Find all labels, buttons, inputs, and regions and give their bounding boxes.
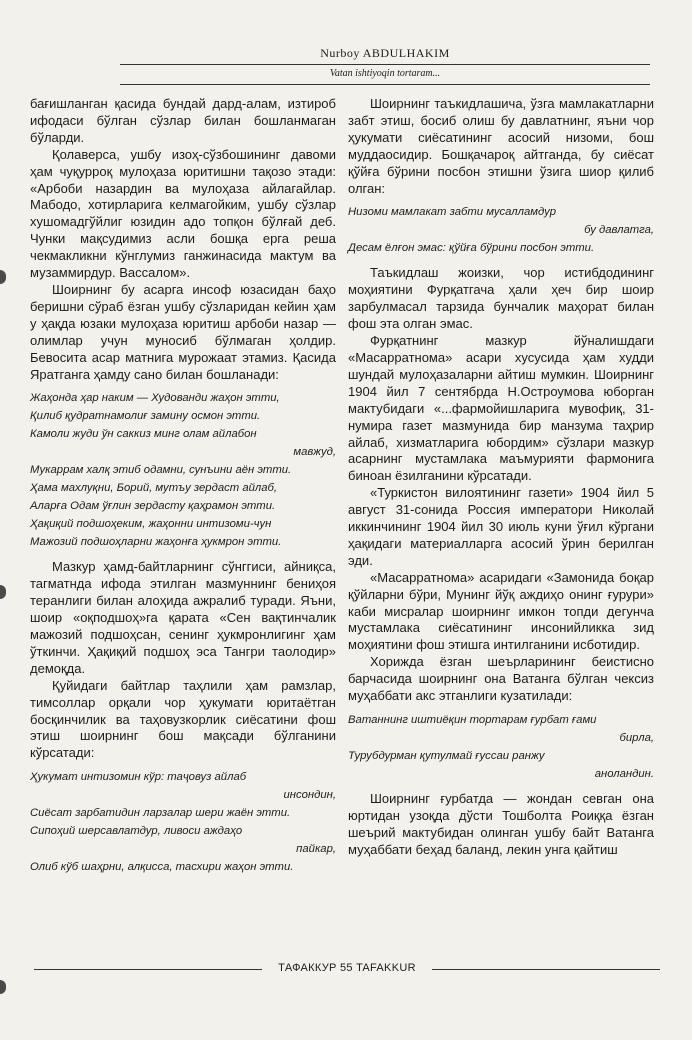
paragraph: Шоирнинг ғурбатда — жондан севган она юртидан узоқда дўсти Тошболта Роиққа ёзган шеърий мактубидан олинган ушбу байт Ватанга муҳаббати беҳад баланд, лекин унга қайтиш [348, 791, 654, 857]
verse-line: Ҳукумат интизомин кўр: таҷовуз айлаб [30, 771, 247, 784]
verse-line: Қилиб қудратнамолиғ замину осмон этти. [30, 410, 261, 423]
paragraph: Мазкур ҳамд-байтларнинг сўнггиси, айниқса, тагматнда ифода этилган мазмуннинг бениҳоя теранлиги билан алоҳида ажралиб туради. Яъни, шоир «оқподшоҳ»га қарата «Сен вақтинчалик мажозий подшоҳсан, сенинг ҳукмронлигинг ҳам ўткинчи. Ҳақиқий подшоҳ эса Тангри таолодир» демоқда. [30, 559, 336, 676]
paragraph: «Туркистон вилоятининг газети» 1904 йил 5 август 31-сонида Россия императори Николай иккинчининг 1904 йил 30 июль куни ўғил кўргани ҳақидаги материалларга асосий ўрин берилган эди. [348, 485, 654, 568]
paragraph: Қолаверса, ушбу изоҳ-сўзбошининг давоми ҳам чуқурроқ мулоҳаза юритишни тақозо этади: «Арбоби назардин ва мулоҳаза айлагайлар. Мабодо, хотирларига келмагойким, ушбу сўзлар хушомадгўйлиг юзидин адо топқон бўлғай деб. Чунки мақсудимиз асли бошқа ерга реша чекмакликни кўнглумиз ганжинасида мактум ва музаммирдур. Вассалом». [30, 146, 336, 281]
paragraph: Шоирнинг бу асарга инсоф юзасидан баҳо беришни сўраб ёзган ушбу сўзларидан кейин ҳам у ҳақда юзаки мулоҳаза юритиш арбоби назар — олимлар учун муносиб бўлмаган ҳолдир. Бевосита асар матнига мурожаат этамиз. Қасида Яратганга ҳамду сано билан бошланади: [30, 281, 336, 382]
paragraph: «Масарратнома» асаридаги «Замонида боқар қўйларни бўри, Мунинг йўқ аждиҳо онинг ғурури» каби мисралар шоирнинг имкон топди дегунча мустамлака сиёсатининг инсонийликка зид моҳиятини фош этишга интилганини исботидир. [348, 569, 654, 653]
verse-line-continuation: аноландин. [594, 768, 654, 780]
verse-line: Турубдурман қутулмай ғуссаи ранжу [348, 750, 545, 762]
page-footer: ТАФАККУР 55 TAFAKKUR [278, 962, 416, 974]
right-column [348, 96, 654, 859]
verse-line: Мукаррам халқ этиб одамни, сунъини аён этти. [30, 464, 292, 477]
punch-hole-mark [0, 585, 6, 599]
verse-line: Олиб кўб шаҳрни, алқисса, тасхири жаҳон этти. [30, 861, 294, 874]
verse-line: Ҳама махлуқни, Борий, мутъу зердаст айлаб, [30, 482, 278, 495]
punch-hole-mark [0, 980, 6, 994]
verse-block [30, 768, 336, 876]
verse-line: Ҳақиқий подшоҳеким, жаҳонни интизоми-чун [30, 518, 272, 531]
left-column [30, 96, 336, 884]
paragraph: Шоирнинг таъкидлашича, ўзга мамлакатларни забт этиш, босиб олиш бу давлатнинг, яъни чор ҳукумати сиёсатининг асосий низоми, бош муддаосидир. Бошқачароқ айтганда, бу сиёсат қўйға бўрини посбон этишни ўзига шиор қилиб олган: [348, 96, 654, 196]
verse-line-continuation: пайкар, [296, 843, 336, 856]
footer-divider-right [432, 969, 660, 970]
header-divider-lower [120, 84, 650, 85]
header-divider [120, 64, 650, 65]
punch-hole-mark [0, 270, 6, 284]
verse-line: Мажозий подшоҳларни жаҳонға ҳукмрон этти. [30, 536, 282, 549]
verse-line-continuation: бу давлатга, [584, 224, 654, 237]
verse-line-continuation: инсондин, [283, 789, 336, 802]
paragraph: бағишланган қасида бундай дард-алам, изтироб ифодаси бўлган сўзлар билан бошланмаган бўларди. [30, 96, 336, 145]
running-head-subtitle: Vatan ishtiyoqin tortaram... [329, 68, 441, 79]
verse-line-continuation: мавжуд, [293, 446, 336, 459]
verse-line: Аларға Одам ўғлин зердасту қаҳрамон этти. [30, 500, 276, 513]
paragraph: Фурқатнинг мазкур йўналишдаги «Масарратнома» асари хусусида ҳам худди шундай мулоҳазаларни айтиш мумкин. Шоирнинг 1904 йил 7 сентябрда Н.Остроумова юборган мактубидаги «...фармойишларига мувофиқ, 31-нумира газет мазмунида бир манзума таҳрир айлаб, хизматларига юбордим» сўзлари мазкур асарнинг мустамлака маъмурияти фармонига биноан ёзилганини кўрсатади. [348, 333, 654, 484]
verse-block [30, 389, 336, 551]
running-head-author: Nurboy ABDULHAKIM [320, 46, 450, 60]
footer-divider-left [34, 969, 262, 970]
verse-line: Жаҳонда ҳар наким — Худованди жаҳон этти, [30, 392, 280, 405]
paragraph: Хорижда ёзган шеърларининг беистисно барчасида шоирнинг она Ватанга бўлган чексиз муҳаббати акс этганлиги кузатилади: [348, 654, 654, 704]
paragraph: Таъкидлаш жоизки, чор истибдодининг моҳиятини Фурқатгача ҳали ҳеч бир шоир зарбулмасал тарзида бунчалик маҳорат билан фош эта олган эмас. [348, 265, 654, 332]
paragraph: Қуйидаги байтлар таҳлили ҳам рамзлар, тимсоллар орқали чор ҳукумати юритаётган босқинчилик ва таҳовузкорлик сиёсатини фош этиш шоирнинг бош мақсади бўлганини кўрсатади: [30, 677, 336, 761]
verse-line: Низоми мамлакат забти мусалламдур [348, 206, 557, 219]
verse-line: Сипоҳий шерсавлатдур, ливоси аждаҳо [30, 825, 243, 838]
verse-block [348, 711, 654, 783]
verse-line: Ватаннинг иштиёқин тортарам ғурбат ғами [348, 714, 597, 726]
verse-line: Сиёсат зарбатидин ларзалар шери жаён этти. [30, 807, 291, 820]
verse-line: Десам ёлғон эмас: қўйға бўрини посбон этти. [348, 242, 595, 255]
verse-line-continuation: бирла, [619, 732, 654, 744]
verse-block [348, 203, 654, 257]
verse-line: Камоли жуди ўн саккиз минг олам айлабон [30, 428, 257, 441]
